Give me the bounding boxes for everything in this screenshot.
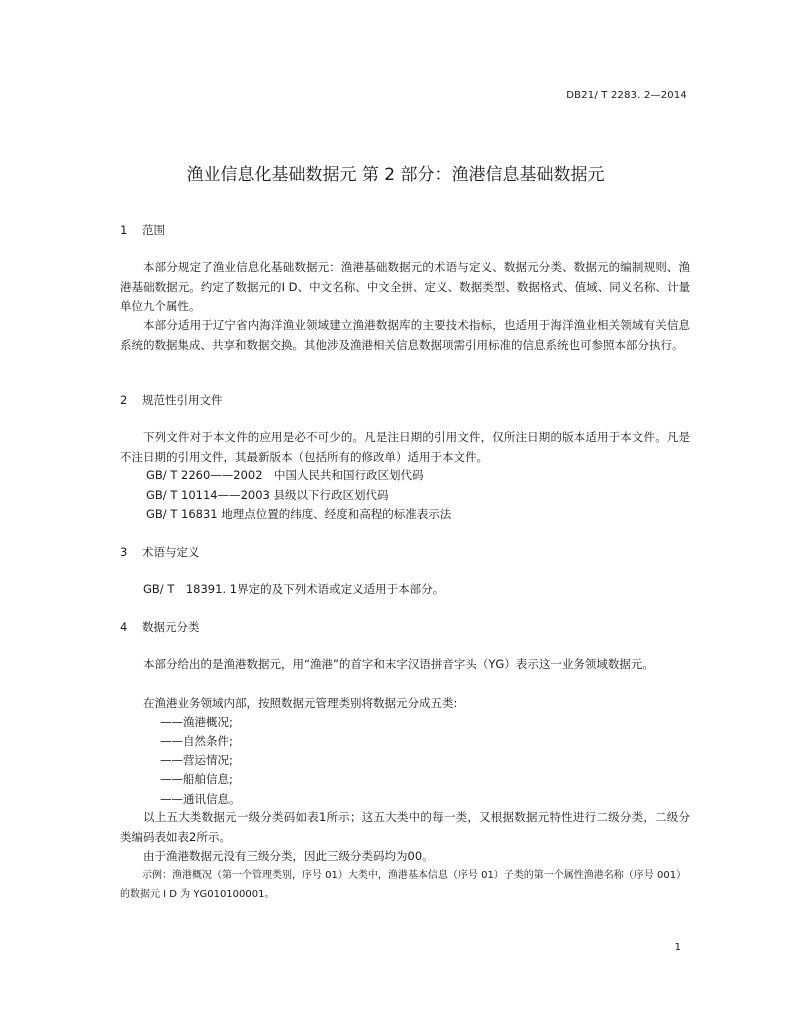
paragraph: 本部分给出的是渔港数据元，用“渔港”的首字和末字汉语拼音字头（YG）表示这一业务领域数据元。 xyxy=(143,657,654,671)
section-heading-scope xyxy=(120,222,165,238)
section-title: 术语与定义 xyxy=(142,545,200,559)
section-heading-classification xyxy=(120,619,200,635)
list-item: ——渔港概况; xyxy=(160,715,233,729)
paragraph: GB/ T 18391. 1界定的及下列术语或定义适用于本部分。 xyxy=(143,582,445,596)
section-heading-terms xyxy=(120,544,200,560)
paragraph: 本部分规定了渔业信息化基础数据元：渔港基础数据元的术语与定义、数据元分类、数据元的编制规则、渔港基础数据元。约定了数据元的I D、中文名称、中文全拼、定义、数据类型、数据格式、值域、同义名称、计量单位九个属性。 xyxy=(120,260,690,313)
paragraph: 本部分适用于辽宁省内海洋渔业领域建立渔港数据库的主要技术指标，也适用于海洋渔业相关领域有关信息系统的数据集成、共享和数据交换。其他涉及渔港相关信息数据项需引用标准的信息系统也可参照本部分执行。 xyxy=(120,318,690,352)
paragraph: 由于渔港数据元没有三级分类，因此三级分类码均为00。 xyxy=(143,849,434,863)
paragraph: 以上五大类数据元一级分类码如表1所示；这五大类中的每一类，又根据数据元特性进行二级分类，二级分类编码表如表2所示。 xyxy=(120,810,690,844)
reference-item: GB/ T 2260——2002 中国人民共和国行政区划代码 xyxy=(146,468,424,482)
reference-item: GB/ T 10114——2003 县级以下行政区划代码 xyxy=(146,488,389,502)
section-number: 3 xyxy=(120,545,128,559)
page-number: 1 xyxy=(674,942,681,953)
section-number: 1 xyxy=(120,223,128,237)
document-title: 渔业信息化基础数据元 第 2 部分：渔港信息基础数据元 xyxy=(186,165,605,185)
list-item: ——自然条件; xyxy=(160,734,233,748)
section-title: 数据元分类 xyxy=(142,620,200,634)
list-item: ——营运情况; xyxy=(160,753,233,767)
section-title: 规范性引用文件 xyxy=(142,393,223,407)
paragraph: 下列文件对于本文件的应用是必不可少的。凡是注日期的引用文件，仅所注日期的版本适用于本文件。凡是不注日期的引用文件，其最新版本（包括所有的修改单）适用于本文件。 xyxy=(120,430,690,464)
example-note: 示例：渔港概况（第一个管理类别，序号 01）大类中，渔港基本信息（序号 01）子类的第一个属性渔港名称（序号 001）的数据元 I D 为 YG010100001。 xyxy=(120,870,687,900)
reference-item: GB/ T 16831 地理点位置的纬度、经度和高程的标准表示法 xyxy=(146,507,452,521)
section-heading-normative-references xyxy=(120,392,223,408)
section-number: 4 xyxy=(120,620,128,634)
section-number: 2 xyxy=(120,393,128,407)
list-item: ——船舶信息; xyxy=(160,772,233,786)
list-item: ——通讯信息。 xyxy=(160,792,241,806)
section-title: 范围 xyxy=(142,223,165,237)
paragraph: 在渔港业务领域内部，按照数据元管理类别将数据元分成五类: xyxy=(143,696,458,710)
document-code: DB21/ T 2283. 2—2014 xyxy=(566,90,687,101)
